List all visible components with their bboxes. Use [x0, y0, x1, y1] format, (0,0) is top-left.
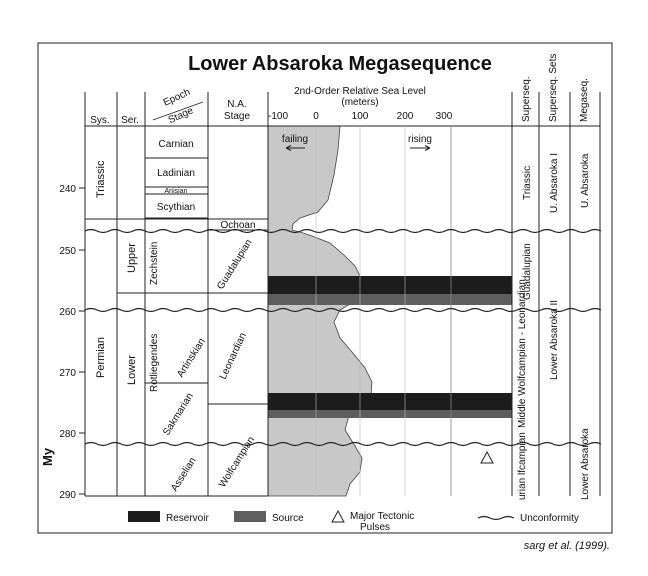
header-epoch: Epoch: [161, 86, 193, 109]
stage-scythian: Scythian: [156, 202, 196, 213]
source-bar-upper: [268, 294, 512, 305]
failing-label: failing: [281, 134, 309, 145]
age-tick: 280: [59, 429, 76, 440]
stage-asselian: Asselian: [169, 455, 199, 494]
reservoir-bar-upper: [268, 276, 512, 294]
legend-unconformity-label: Unconformity: [520, 513, 579, 524]
epoch-rotliegendes: Rotliegendes: [149, 333, 160, 392]
legend-source-label: Source: [272, 513, 304, 524]
epoch-zechstein: Zechstein: [149, 241, 160, 285]
na-stage-guadalupian: Guadalupian: [215, 237, 255, 292]
superseq-guadalupian: Guadalupian: [522, 243, 533, 300]
reservoir-bar-lower: [268, 393, 512, 410]
legend-tectonic-label: Major Tectonic Pulses: [350, 511, 415, 533]
age-tick: 260: [59, 307, 76, 318]
superseq-lower-wolfcampian: urian lfcampian: [517, 432, 528, 500]
age-tick: 270: [59, 368, 76, 379]
legend-unconformity-icon: [478, 517, 514, 520]
megaseq-lower-absaroka: Lower Absaroka: [580, 428, 591, 500]
header-superseq: Superseq.: [521, 76, 532, 122]
stage-sakmarian: Sakmarian: [161, 391, 196, 438]
series-lower: Lower: [126, 355, 138, 385]
header-megaseq: Megaseq.: [579, 78, 590, 122]
legend-reservoir-label: Reservoir: [166, 513, 209, 524]
legend-tectonic-icon: [332, 511, 344, 522]
tectonic-pulse-icon: [481, 452, 493, 463]
age-tick: 290: [59, 490, 76, 501]
age-axis-label: My: [40, 447, 55, 466]
na-stage-leonardian: Leonardian: [217, 331, 249, 382]
sea-level-tick: 0: [313, 111, 319, 122]
header-sys: Sys.: [90, 115, 110, 126]
superseq-mid-wolfcampian-leonardian: Middle Wolfcampian - Leonardian: [517, 279, 528, 428]
stage-anisian: Anisian: [164, 188, 188, 195]
header-sea-level-1: 2nd-Order Relative Sea Level: [294, 86, 426, 97]
system-permian: Permian: [95, 337, 107, 378]
superseq-triassic: Triassic: [522, 165, 533, 200]
header-na-stage-2: Stage: [223, 111, 251, 122]
rising-arrow-icon: [410, 146, 430, 151]
age-tick: 250: [59, 246, 76, 257]
stage-ladinian: Ladinian: [157, 168, 195, 179]
age-tick: 240: [59, 184, 76, 195]
header-stage: Stage: [166, 105, 196, 127]
rising-label: rising: [408, 134, 432, 145]
na-stage-ochoan: Ochoan: [220, 220, 256, 231]
superseq-set-lower-absaroka-2: Lower Absaroka II: [549, 299, 560, 380]
header-ser: Ser.: [121, 115, 139, 126]
legend-source-swatch: [234, 511, 266, 522]
na-stage-wolfcampian: Wolfcampian: [217, 434, 258, 490]
stage-artinskian: Artinskian: [175, 336, 208, 380]
header-sea-level-2: (meters): [341, 97, 379, 108]
sea-level-tick: 300: [435, 111, 453, 122]
stage-carnian: Carnian: [158, 139, 194, 150]
superseq-set-u-absaroka-1: U. Absaroka I: [549, 152, 560, 213]
source-bar-lower: [268, 410, 512, 418]
sea-level-tick: 200: [396, 111, 414, 122]
header-na-stage-1: N.A.: [227, 99, 247, 110]
system-triassic: Triassic: [95, 160, 107, 198]
diagram-title: Lower Absaroka Megasequence: [188, 53, 492, 75]
legend-reservoir-swatch: [128, 511, 160, 522]
sea-level-tick: -100: [267, 111, 289, 122]
age-axis-ticks: [79, 188, 85, 494]
series-upper: Upper: [126, 243, 138, 273]
header-superseq-sets: Superseq. Sets: [548, 53, 559, 122]
megaseq-u-absaroka: U. Absaroka: [580, 153, 591, 208]
figure-caption: sarg et al. (1999).: [523, 540, 610, 552]
sea-level-tick: 100: [351, 111, 369, 122]
